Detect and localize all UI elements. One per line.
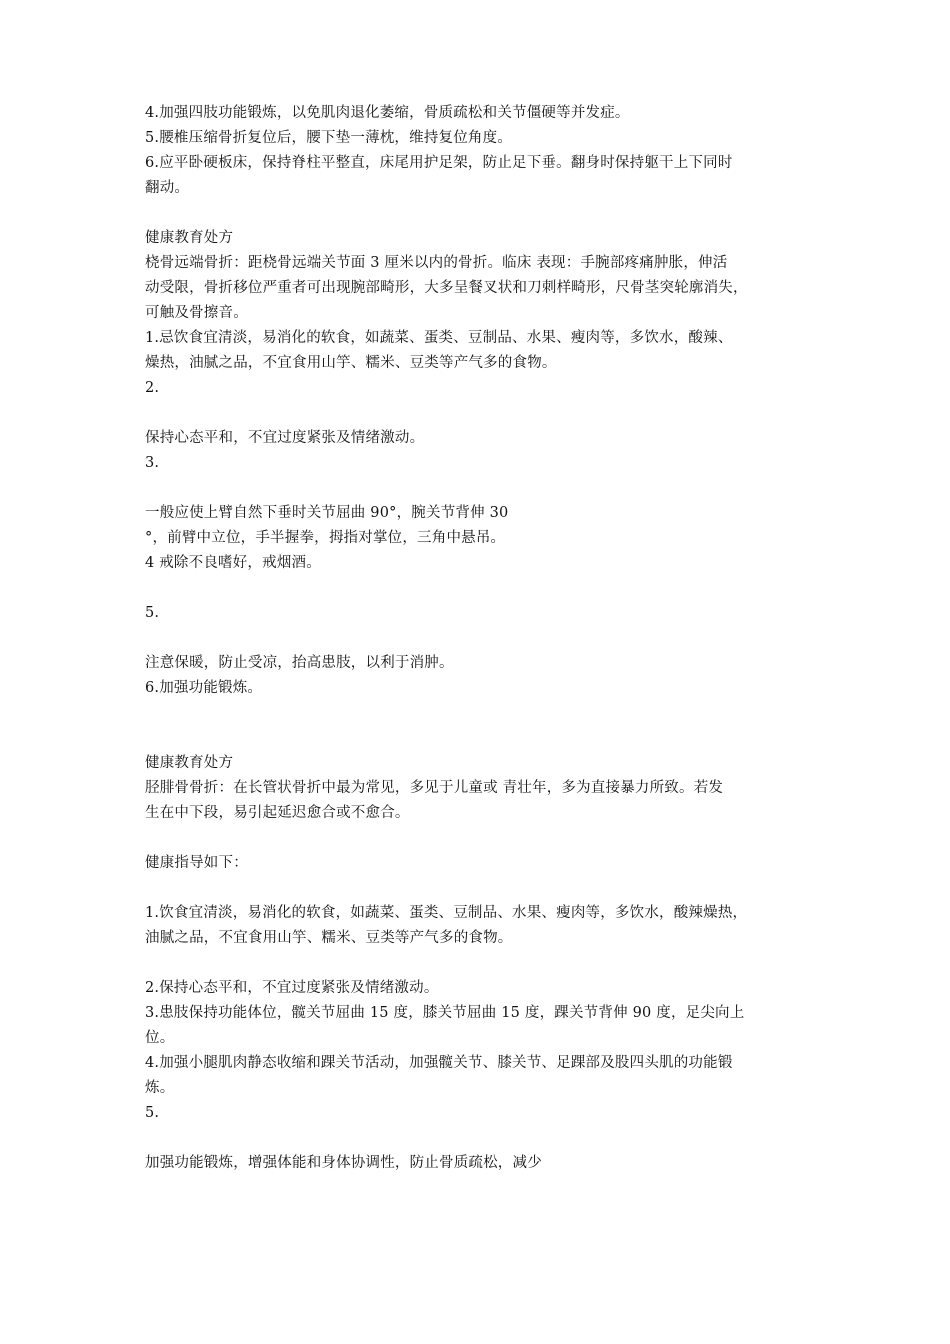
text-line: 一般应使上臂自然下垂时关节屈曲 90°，腕关节背伸 30 (145, 505, 509, 521)
text-line: 动受限，骨折移位严重者可出现腕部畸形，大多呈餐叉状和刀刺样畸形，尺骨茎突轮廓消失， (145, 280, 748, 296)
section-heading: 健康教育处方 (145, 755, 234, 771)
text-line: 4.加强小腿肌肉静态收缩和踝关节活动，加强髋关节、膝关节、足踝部及股四头肌的功能锻 (145, 1055, 733, 1071)
section-heading: 健康教育处方 (145, 230, 234, 246)
text-line: 胫腓骨骨折：在长管状骨折中最为常见，多见于儿童或 青壮年，多为直接暴力所致。若发 (145, 780, 724, 796)
text-line: 加强功能锻炼，增强体能和身体协调性，防止骨质疏松，减少 (145, 1155, 542, 1171)
text-line: 位。 (145, 1030, 175, 1046)
text-line: 健康指导如下： (145, 855, 248, 871)
text-line: 桡骨远端骨折：距桡骨远端关节面 3 厘米以内的骨折。临床 表现：手腕部疼痛肿胀，伸活 (145, 255, 728, 271)
text-line: 1.忌饮食宜清淡，易消化的软食，如蔬菜、蛋类、豆制品、水果、瘦肉等，多饮水，酸辣、 (145, 330, 733, 346)
text-line: 1.饮食宜清淡，易消化的软食，如蔬菜、蛋类、豆制品、水果、瘦肉等，多饮水，酸辣燥热， (145, 905, 748, 921)
text-line: 油腻之品，不宜食用山竽、糯米、豆类等产气多的食物。 (145, 930, 513, 946)
text-line: 燥热，油腻之品，不宜食用山竽、糯米、豆类等产气多的食物。 (145, 355, 557, 371)
text-line: 保持心态平和，不宜过度紧张及情绪激动。 (145, 430, 425, 446)
text-line: 注意保暖，防止受凉，抬高患肢，以利于消肿。 (145, 655, 454, 671)
text-line: 6.应平卧硬板床，保持脊柱平整直，床尾用护足架，防止足下垂。翻身时保持躯干上下同时 (145, 155, 733, 171)
list-number: 3. (145, 455, 160, 471)
text-line: 炼。 (145, 1080, 175, 1096)
text-line: 6.加强功能锻炼。 (145, 680, 263, 696)
list-number: 5. (145, 1105, 160, 1121)
text-line: 5.腰椎压缩骨折复位后，腰下垫一薄枕，维持复位角度。 (145, 130, 513, 146)
text-line: 3.患肢保持功能体位，髋关节屈曲 15 度，膝关节屈曲 15 度，踝关节背伸 90 度，足尖向上 (145, 1005, 745, 1021)
text-line: °，前臂中立位，手半握拳，拇指对掌位，三角中悬吊。 (145, 530, 506, 546)
list-number: 5. (145, 605, 160, 621)
text-line: 4 戒除不良嗜好，戒烟酒。 (145, 555, 321, 571)
list-number: 2. (145, 380, 160, 396)
text-line: 生在中下段，易引起延迟愈合或不愈合。 (145, 805, 410, 821)
text-line: 可触及骨擦音。 (145, 305, 248, 321)
text-line: 翻动。 (145, 180, 190, 196)
text-line: 4.加强四肢功能锻炼，以免肌肉退化萎缩，骨质疏松和关节僵硬等并发症。 (145, 105, 630, 121)
text-line: 2.保持心态平和，不宜过度紧张及情绪激动。 (145, 980, 439, 996)
